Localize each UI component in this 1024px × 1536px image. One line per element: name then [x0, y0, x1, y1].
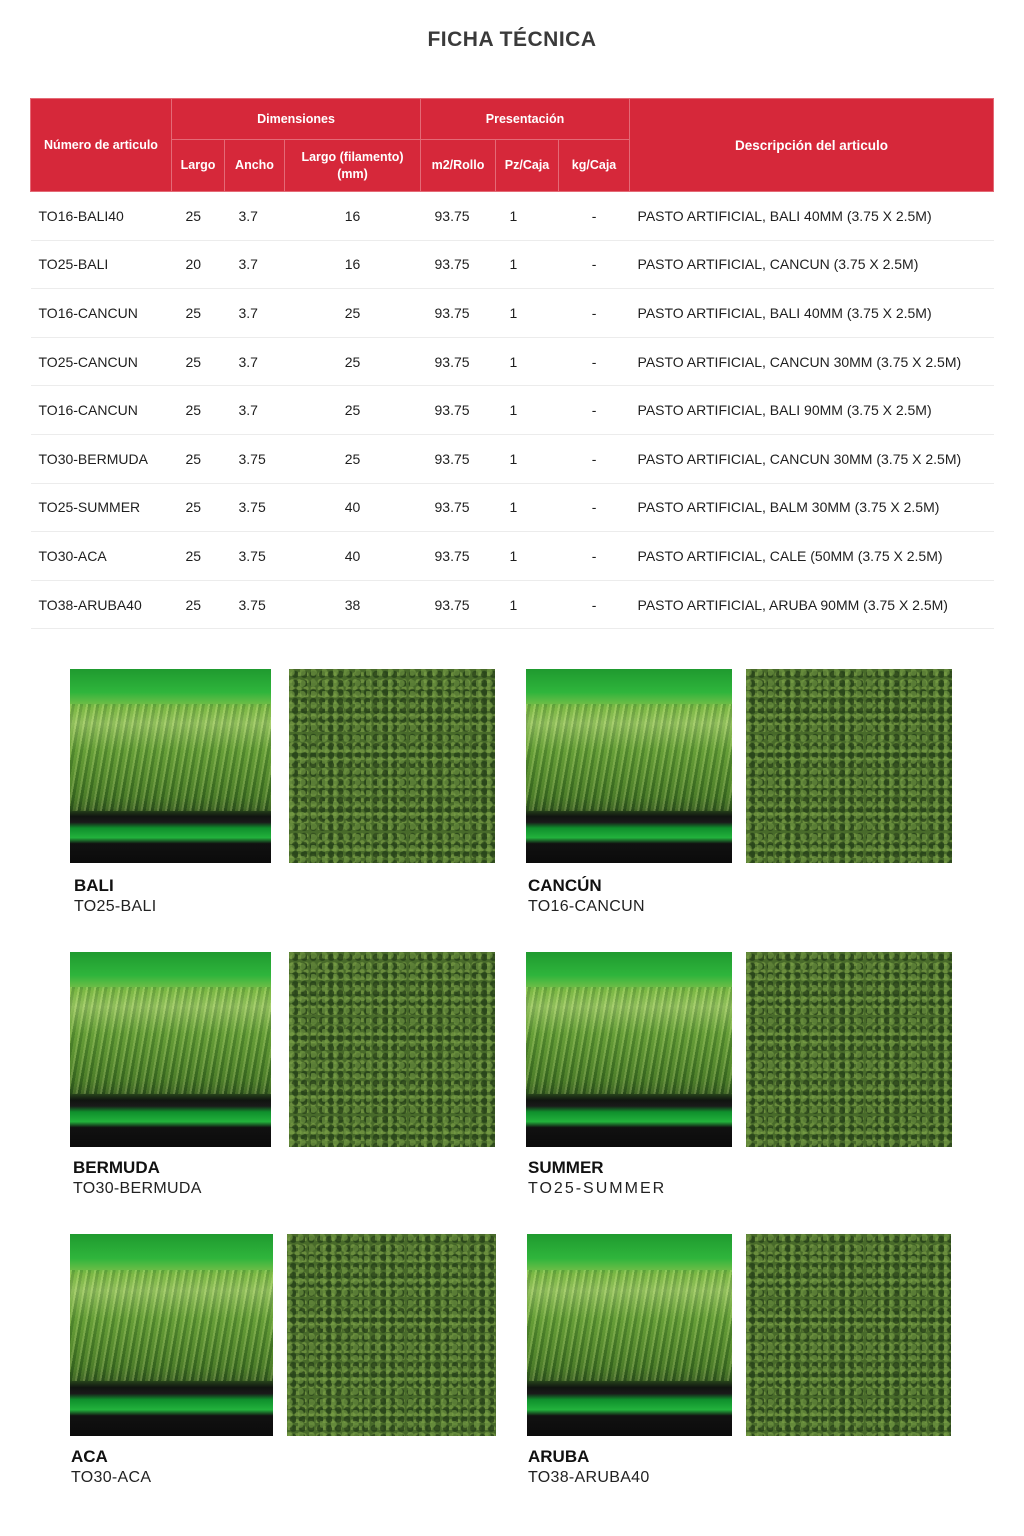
header-width: Ancho	[225, 140, 285, 192]
row-description: PASTO ARTIFICIAL, CALE (50MM (3.75 X 2.5M)	[630, 532, 994, 581]
row-m2: 93.75	[421, 289, 496, 338]
row-description: PASTO ARTIFICIAL, CANCUN 30MM (3.75 X 2.5M)	[630, 434, 994, 483]
product-code: TO30-ACA	[71, 1469, 152, 1486]
row-width: 3.7	[225, 337, 285, 386]
header-presentation: Presentación	[421, 99, 630, 140]
row-length: 25	[172, 289, 225, 338]
product-code: TO25-BALI	[74, 898, 157, 915]
table-row	[31, 580, 994, 629]
row-length: 25	[172, 434, 225, 483]
bermuda-top-photo	[289, 952, 495, 1147]
row-filament: 25	[285, 289, 421, 338]
cancun-side-photo	[526, 669, 732, 863]
row-code: TO25-BALI	[31, 240, 172, 289]
table-row	[31, 192, 994, 241]
row-length: 25	[172, 192, 225, 241]
aruba-side-photo	[527, 1234, 732, 1436]
row-m2: 93.75	[421, 532, 496, 581]
row-kg: -	[559, 483, 630, 532]
row-pz: 1	[496, 580, 559, 629]
product-name: SUMMER	[528, 1158, 604, 1177]
row-code: TO30-BERMUDA	[31, 434, 172, 483]
row-m2: 93.75	[421, 483, 496, 532]
table-row	[31, 289, 994, 338]
row-filament: 25	[285, 434, 421, 483]
bali-side-photo	[70, 669, 271, 863]
row-pz: 1	[496, 289, 559, 338]
header-description: Descripción del articulo	[630, 99, 994, 192]
product-name: BERMUDA	[73, 1158, 160, 1177]
row-kg: -	[559, 532, 630, 581]
row-m2: 93.75	[421, 386, 496, 435]
header-length: Largo	[172, 140, 225, 192]
header-kg-box: kg/Caja	[559, 140, 630, 192]
product-name: ARUBA	[528, 1447, 590, 1466]
summer-side-photo	[526, 952, 732, 1147]
row-m2: 93.75	[421, 580, 496, 629]
row-m2: 93.75	[421, 337, 496, 386]
row-code: TO25-CANCUN	[31, 337, 172, 386]
row-pz: 1	[496, 483, 559, 532]
header-dimensions: Dimensiones	[172, 99, 421, 140]
row-description: PASTO ARTIFICIAL, CANCUN (3.75 X 2.5M)	[630, 240, 994, 289]
table-row	[31, 386, 994, 435]
header-filament-length: Largo (filamento)(mm)	[285, 140, 421, 192]
row-kg: -	[559, 192, 630, 241]
row-description: PASTO ARTIFICIAL, BALI 90MM (3.75 X 2.5M)	[630, 386, 994, 435]
row-pz: 1	[496, 532, 559, 581]
spec-table	[30, 98, 994, 629]
table-row	[31, 532, 994, 581]
row-code: TO16-BALI40	[31, 192, 172, 241]
row-length: 25	[172, 580, 225, 629]
cancun-top-photo	[746, 669, 952, 863]
row-kg: -	[559, 289, 630, 338]
row-kg: -	[559, 386, 630, 435]
header-m2-roll: m2/Rollo	[421, 140, 496, 192]
row-kg: -	[559, 240, 630, 289]
row-description: PASTO ARTIFICIAL, CANCUN 30MM (3.75 X 2.5M)	[630, 337, 994, 386]
row-filament: 25	[285, 337, 421, 386]
aruba-top-photo	[746, 1234, 951, 1436]
header-pz-box: Pz/Caja	[496, 140, 559, 192]
row-width: 3.7	[225, 240, 285, 289]
product-code: TO25-SUMMER	[528, 1180, 667, 1197]
row-filament: 16	[285, 192, 421, 241]
row-filament: 38	[285, 580, 421, 629]
row-pz: 1	[496, 192, 559, 241]
row-width: 3.7	[225, 289, 285, 338]
header-item-number: Número de articulo	[31, 99, 172, 192]
row-description: PASTO ARTIFICIAL, BALI 40MM (3.75 X 2.5M)	[630, 192, 994, 241]
row-kg: -	[559, 580, 630, 629]
row-length: 25	[172, 483, 225, 532]
row-m2: 93.75	[421, 434, 496, 483]
table-row	[31, 483, 994, 532]
row-kg: -	[559, 337, 630, 386]
row-filament: 40	[285, 532, 421, 581]
table-row	[31, 240, 994, 289]
row-pz: 1	[496, 337, 559, 386]
product-code: TO38-ARUBA40	[528, 1469, 650, 1486]
row-length: 25	[172, 532, 225, 581]
row-length: 25	[172, 386, 225, 435]
aca-side-photo	[70, 1234, 273, 1436]
spec-table-body	[31, 192, 994, 629]
row-code: TO38-ARUBA40	[31, 580, 172, 629]
table-row	[31, 337, 994, 386]
row-length: 25	[172, 337, 225, 386]
product-code: TO16-CANCUN	[528, 898, 645, 915]
row-width: 3.75	[225, 532, 285, 581]
row-width: 3.75	[225, 434, 285, 483]
row-width: 3.75	[225, 483, 285, 532]
product-name: BALI	[74, 876, 114, 895]
row-width: 3.7	[225, 192, 285, 241]
product-name: CANCÚN	[528, 876, 602, 895]
row-description: PASTO ARTIFICIAL, BALI 40MM (3.75 X 2.5M)	[630, 289, 994, 338]
row-filament: 25	[285, 386, 421, 435]
row-width: 3.7	[225, 386, 285, 435]
product-name: ACA	[71, 1447, 108, 1466]
row-description: PASTO ARTIFICIAL, ARUBA 90MM (3.75 X 2.5M)	[630, 580, 994, 629]
row-filament: 16	[285, 240, 421, 289]
bali-top-photo	[289, 669, 495, 863]
summer-top-photo	[746, 952, 952, 1147]
bermuda-side-photo	[70, 952, 271, 1147]
row-code: TO25-SUMMER	[31, 483, 172, 532]
row-m2: 93.75	[421, 192, 496, 241]
row-m2: 93.75	[421, 240, 496, 289]
page-title: FICHA TÉCNICA	[427, 28, 597, 51]
row-code: TO16-CANCUN	[31, 386, 172, 435]
aca-top-photo	[287, 1234, 496, 1436]
row-pz: 1	[496, 240, 559, 289]
row-kg: -	[559, 434, 630, 483]
row-pz: 1	[496, 434, 559, 483]
table-row	[31, 434, 994, 483]
row-filament: 40	[285, 483, 421, 532]
row-code: TO30-ACA	[31, 532, 172, 581]
row-code: TO16-CANCUN	[31, 289, 172, 338]
row-length: 20	[172, 240, 225, 289]
row-width: 3.75	[225, 580, 285, 629]
product-code: TO30-BERMUDA	[73, 1180, 202, 1197]
row-pz: 1	[496, 386, 559, 435]
row-description: PASTO ARTIFICIAL, BALM 30MM (3.75 X 2.5M)	[630, 483, 994, 532]
